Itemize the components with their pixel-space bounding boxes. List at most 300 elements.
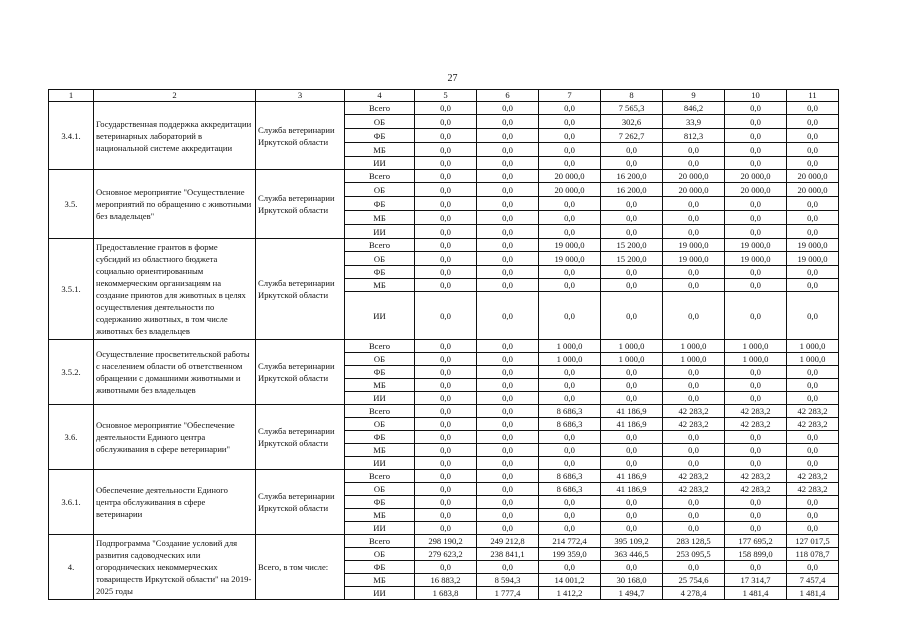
- value-cell: 0,0: [415, 143, 477, 157]
- value-cell: 1 412,2: [539, 587, 601, 600]
- value-cell: 0,0: [725, 225, 787, 239]
- value-cell: 0,0: [415, 483, 477, 496]
- value-cell: 0,0: [663, 522, 725, 535]
- value-cell: 0,0: [539, 129, 601, 143]
- value-cell: 0,0: [477, 157, 539, 170]
- value-cell: 42 283,2: [787, 483, 839, 496]
- value-cell: 0,0: [415, 340, 477, 353]
- column-number-row: [49, 90, 839, 102]
- funding-source: Всего: [345, 340, 415, 353]
- value-cell: 17 314,7: [725, 574, 787, 587]
- funding-source: МБ: [345, 143, 415, 157]
- table-row-group: [49, 170, 839, 239]
- value-cell: 0,0: [725, 292, 787, 340]
- value-cell: 0,0: [663, 225, 725, 239]
- table-row: [49, 470, 839, 483]
- value-cell: 0,0: [415, 470, 477, 483]
- funding-source: МБ: [345, 279, 415, 292]
- value-cell: 0,0: [725, 431, 787, 444]
- value-cell: 0,0: [415, 183, 477, 197]
- value-cell: 0,0: [787, 197, 839, 211]
- value-cell: 0,0: [663, 197, 725, 211]
- value-cell: 0,0: [787, 143, 839, 157]
- value-cell: 249 212,8: [477, 535, 539, 548]
- value-cell: 0,0: [663, 496, 725, 509]
- value-cell: 0,0: [725, 496, 787, 509]
- value-cell: 0,0: [725, 379, 787, 392]
- value-cell: 0,0: [477, 211, 539, 225]
- funding-source: ФБ: [345, 129, 415, 143]
- value-cell: 7 262,7: [601, 129, 663, 143]
- value-cell: 20 000,0: [539, 183, 601, 197]
- value-cell: 1 000,0: [787, 340, 839, 353]
- value-cell: 0,0: [663, 143, 725, 157]
- row-number: 3.5.2.: [49, 340, 94, 405]
- column-header: 2: [94, 90, 256, 102]
- value-cell: 0,0: [725, 392, 787, 405]
- activity-name: Основное мероприятие "Обеспечение деятельности Единого центра обслуживания в сфере ветеринарии": [94, 405, 256, 470]
- activity-name: Предоставление грантов в форме субсидий из областного бюджета социально ориентированным некоммерческим организациям на создание приютов для животных в целях осуществления деятельности по содержанию животных, в том числе животных без владельцев: [94, 239, 256, 340]
- value-cell: 20 000,0: [539, 170, 601, 183]
- funding-source: ИИ: [345, 225, 415, 239]
- value-cell: 0,0: [415, 353, 477, 366]
- value-cell: 0,0: [415, 379, 477, 392]
- value-cell: 0,0: [415, 496, 477, 509]
- value-cell: 33,9: [663, 115, 725, 129]
- value-cell: 0,0: [477, 102, 539, 115]
- value-cell: 0,0: [415, 102, 477, 115]
- value-cell: 8 686,3: [539, 418, 601, 431]
- executor: Всего, в том числе:: [256, 535, 345, 600]
- value-cell: 0,0: [787, 444, 839, 457]
- funding-source: ОБ: [345, 483, 415, 496]
- value-cell: 395 109,2: [601, 535, 663, 548]
- value-cell: 0,0: [663, 266, 725, 279]
- value-cell: 20 000,0: [725, 183, 787, 197]
- value-cell: 0,0: [663, 509, 725, 522]
- column-header: 8: [601, 90, 663, 102]
- value-cell: 0,0: [477, 170, 539, 183]
- value-cell: 0,0: [539, 444, 601, 457]
- value-cell: 0,0: [725, 457, 787, 470]
- value-cell: 19 000,0: [787, 252, 839, 266]
- funding-source: ОБ: [345, 418, 415, 431]
- value-cell: 0,0: [787, 366, 839, 379]
- funding-source: МБ: [345, 574, 415, 587]
- value-cell: 0,0: [415, 522, 477, 535]
- executor: Служба ветеринарии Иркутской области: [256, 102, 345, 170]
- funding-source: Всего: [345, 102, 415, 115]
- value-cell: 0,0: [477, 561, 539, 574]
- table-row-group: [49, 239, 839, 340]
- value-cell: 0,0: [787, 115, 839, 129]
- value-cell: 302,6: [601, 115, 663, 129]
- value-cell: 283 128,5: [663, 535, 725, 548]
- value-cell: 0,0: [415, 392, 477, 405]
- value-cell: 1 000,0: [663, 353, 725, 366]
- value-cell: 0,0: [663, 561, 725, 574]
- funding-source: Всего: [345, 470, 415, 483]
- value-cell: 0,0: [725, 143, 787, 157]
- value-cell: 16 883,2: [415, 574, 477, 587]
- table-row-group: [49, 102, 839, 170]
- table-row: [49, 170, 839, 183]
- value-cell: 1 777,4: [477, 587, 539, 600]
- value-cell: 199 359,0: [539, 548, 601, 561]
- funding-source: ИИ: [345, 157, 415, 170]
- value-cell: 0,0: [601, 225, 663, 239]
- value-cell: 0,0: [601, 143, 663, 157]
- value-cell: 0,0: [663, 379, 725, 392]
- value-cell: 0,0: [415, 115, 477, 129]
- value-cell: 0,0: [601, 266, 663, 279]
- row-number: 4.: [49, 535, 94, 600]
- value-cell: 1 481,4: [725, 587, 787, 600]
- value-cell: 1 683,8: [415, 587, 477, 600]
- value-cell: 0,0: [539, 197, 601, 211]
- activity-name: Осуществление просветительской работы с населением области об ответственном обращении с домашними животными и животными без владельцев: [94, 340, 256, 405]
- value-cell: 20 000,0: [787, 183, 839, 197]
- funding-source: ИИ: [345, 522, 415, 535]
- value-cell: 0,0: [663, 211, 725, 225]
- value-cell: 42 283,2: [725, 418, 787, 431]
- value-cell: 20 000,0: [787, 170, 839, 183]
- value-cell: 25 754,6: [663, 574, 725, 587]
- value-cell: 0,0: [787, 431, 839, 444]
- value-cell: 0,0: [787, 266, 839, 279]
- value-cell: 0,0: [601, 279, 663, 292]
- value-cell: 8 686,3: [539, 405, 601, 418]
- value-cell: 0,0: [415, 157, 477, 170]
- value-cell: 42 283,2: [787, 405, 839, 418]
- value-cell: 0,0: [477, 197, 539, 211]
- value-cell: 42 283,2: [663, 483, 725, 496]
- value-cell: 0,0: [415, 444, 477, 457]
- value-cell: 42 283,2: [725, 483, 787, 496]
- value-cell: 0,0: [477, 444, 539, 457]
- column-header: 5: [415, 90, 477, 102]
- executor: Служба ветеринарии Иркутской области: [256, 470, 345, 535]
- value-cell: 0,0: [477, 292, 539, 340]
- value-cell: 363 446,5: [601, 548, 663, 561]
- value-cell: 1 481,4: [787, 587, 839, 600]
- value-cell: 0,0: [663, 392, 725, 405]
- value-cell: 0,0: [539, 157, 601, 170]
- value-cell: 4 278,4: [663, 587, 725, 600]
- value-cell: 16 200,0: [601, 170, 663, 183]
- value-cell: 0,0: [725, 266, 787, 279]
- value-cell: 0,0: [663, 157, 725, 170]
- funding-source: ФБ: [345, 561, 415, 574]
- value-cell: 0,0: [787, 157, 839, 170]
- value-cell: 0,0: [539, 522, 601, 535]
- value-cell: 19 000,0: [539, 252, 601, 266]
- value-cell: 0,0: [787, 292, 839, 340]
- value-cell: 0,0: [477, 183, 539, 197]
- value-cell: 0,0: [787, 225, 839, 239]
- value-cell: 0,0: [601, 366, 663, 379]
- funding-source: ИИ: [345, 392, 415, 405]
- column-header: 9: [663, 90, 725, 102]
- value-cell: 19 000,0: [663, 252, 725, 266]
- funding-source: Всего: [345, 405, 415, 418]
- value-cell: 0,0: [539, 496, 601, 509]
- value-cell: 238 841,1: [477, 548, 539, 561]
- value-cell: 0,0: [477, 431, 539, 444]
- funding-source: ОБ: [345, 183, 415, 197]
- table-row-group: [49, 535, 839, 600]
- value-cell: 0,0: [663, 431, 725, 444]
- funding-source: ФБ: [345, 431, 415, 444]
- table-row-group: [49, 405, 839, 470]
- value-cell: 0,0: [787, 102, 839, 115]
- value-cell: 42 283,2: [663, 470, 725, 483]
- activity-name: Государственная поддержка аккредитации ветеринарных лабораторий в национальной системе аккредитации: [94, 102, 256, 170]
- value-cell: 0,0: [539, 211, 601, 225]
- value-cell: 0,0: [787, 496, 839, 509]
- budget-table: [48, 89, 839, 600]
- value-cell: 0,0: [601, 197, 663, 211]
- value-cell: 0,0: [415, 509, 477, 522]
- funding-source: Всего: [345, 535, 415, 548]
- value-cell: 0,0: [601, 292, 663, 340]
- value-cell: 0,0: [663, 292, 725, 340]
- value-cell: 8 594,3: [477, 574, 539, 587]
- executor: Служба ветеринарии Иркутской области: [256, 239, 345, 340]
- value-cell: 0,0: [539, 431, 601, 444]
- value-cell: 0,0: [477, 366, 539, 379]
- value-cell: 8 686,3: [539, 483, 601, 496]
- table-row: [49, 340, 839, 353]
- activity-name: Обеспечение деятельности Единого центра обслуживания в сфере ветеринарии: [94, 470, 256, 535]
- value-cell: 16 200,0: [601, 183, 663, 197]
- value-cell: 19 000,0: [725, 252, 787, 266]
- value-cell: 0,0: [415, 366, 477, 379]
- value-cell: 0,0: [415, 431, 477, 444]
- funding-source: ФБ: [345, 366, 415, 379]
- value-cell: 0,0: [477, 522, 539, 535]
- value-cell: 19 000,0: [787, 239, 839, 252]
- value-cell: 0,0: [477, 405, 539, 418]
- value-cell: 14 001,2: [539, 574, 601, 587]
- value-cell: 0,0: [539, 392, 601, 405]
- value-cell: 0,0: [539, 292, 601, 340]
- value-cell: 0,0: [601, 561, 663, 574]
- value-cell: 118 078,7: [787, 548, 839, 561]
- value-cell: 0,0: [787, 211, 839, 225]
- value-cell: 0,0: [725, 102, 787, 115]
- funding-source: МБ: [345, 211, 415, 225]
- value-cell: 0,0: [787, 379, 839, 392]
- value-cell: 7 457,4: [787, 574, 839, 587]
- value-cell: 0,0: [539, 225, 601, 239]
- value-cell: 0,0: [787, 522, 839, 535]
- funding-source: ОБ: [345, 548, 415, 561]
- value-cell: 0,0: [539, 143, 601, 157]
- value-cell: 1 000,0: [601, 353, 663, 366]
- executor: Служба ветеринарии Иркутской области: [256, 340, 345, 405]
- value-cell: 0,0: [787, 457, 839, 470]
- value-cell: 0,0: [539, 457, 601, 470]
- value-cell: 0,0: [787, 509, 839, 522]
- value-cell: 158 899,0: [725, 548, 787, 561]
- value-cell: 20 000,0: [663, 170, 725, 183]
- value-cell: 0,0: [415, 239, 477, 252]
- value-cell: 214 772,4: [539, 535, 601, 548]
- value-cell: 0,0: [539, 102, 601, 115]
- funding-source: ОБ: [345, 252, 415, 266]
- row-number: 3.5.1.: [49, 239, 94, 340]
- value-cell: 0,0: [539, 266, 601, 279]
- value-cell: 0,0: [477, 509, 539, 522]
- value-cell: 0,0: [725, 444, 787, 457]
- value-cell: 41 186,9: [601, 418, 663, 431]
- value-cell: 0,0: [725, 157, 787, 170]
- value-cell: 0,0: [725, 129, 787, 143]
- funding-source: МБ: [345, 379, 415, 392]
- value-cell: 19 000,0: [725, 239, 787, 252]
- column-header: 11: [787, 90, 839, 102]
- table-row: [49, 405, 839, 418]
- value-cell: 7 565,3: [601, 102, 663, 115]
- row-number: 3.6.1.: [49, 470, 94, 535]
- value-cell: 0,0: [415, 211, 477, 225]
- value-cell: 1 000,0: [539, 340, 601, 353]
- column-header: 7: [539, 90, 601, 102]
- value-cell: 0,0: [477, 143, 539, 157]
- value-cell: 20 000,0: [725, 170, 787, 183]
- value-cell: 0,0: [601, 157, 663, 170]
- funding-source: ФБ: [345, 496, 415, 509]
- value-cell: 0,0: [601, 496, 663, 509]
- value-cell: 41 186,9: [601, 483, 663, 496]
- value-cell: 0,0: [477, 225, 539, 239]
- column-header: 10: [725, 90, 787, 102]
- column-header: 6: [477, 90, 539, 102]
- value-cell: 127 017,5: [787, 535, 839, 548]
- value-cell: 0,0: [601, 457, 663, 470]
- executor: Служба ветеринарии Иркутской области: [256, 405, 345, 470]
- row-number: 3.6.: [49, 405, 94, 470]
- value-cell: 42 283,2: [725, 405, 787, 418]
- value-cell: 0,0: [601, 211, 663, 225]
- value-cell: 0,0: [415, 279, 477, 292]
- value-cell: 0,0: [477, 457, 539, 470]
- value-cell: 0,0: [477, 496, 539, 509]
- value-cell: 0,0: [787, 129, 839, 143]
- value-cell: 0,0: [477, 129, 539, 143]
- value-cell: 0,0: [477, 392, 539, 405]
- funding-source: МБ: [345, 444, 415, 457]
- column-header: 4: [345, 90, 415, 102]
- funding-source: ИИ: [345, 587, 415, 600]
- table-row-group: [49, 340, 839, 405]
- value-cell: 0,0: [601, 509, 663, 522]
- value-cell: 0,0: [787, 279, 839, 292]
- value-cell: 177 695,2: [725, 535, 787, 548]
- value-cell: 0,0: [725, 509, 787, 522]
- value-cell: 0,0: [415, 405, 477, 418]
- activity-name: Подпрограмма "Создание условий для развития садоводческих или огороднических некоммерческих товариществ Иркутской области" на 2019-2025 годы: [94, 535, 256, 600]
- value-cell: 0,0: [663, 279, 725, 292]
- value-cell: 0,0: [725, 211, 787, 225]
- value-cell: 0,0: [539, 379, 601, 392]
- funding-source: ОБ: [345, 115, 415, 129]
- value-cell: 0,0: [477, 483, 539, 496]
- value-cell: 0,0: [725, 197, 787, 211]
- value-cell: 42 283,2: [787, 470, 839, 483]
- activity-name: Основное мероприятие "Осуществление мероприятий по обращению с животными без владельцев": [94, 170, 256, 239]
- value-cell: 0,0: [415, 170, 477, 183]
- value-cell: 42 283,2: [663, 418, 725, 431]
- value-cell: 0,0: [415, 418, 477, 431]
- value-cell: 0,0: [725, 561, 787, 574]
- column-header: 3: [256, 90, 345, 102]
- value-cell: 42 283,2: [725, 470, 787, 483]
- value-cell: 41 186,9: [601, 405, 663, 418]
- value-cell: 20 000,0: [663, 183, 725, 197]
- value-cell: 1 000,0: [539, 353, 601, 366]
- value-cell: 0,0: [787, 392, 839, 405]
- value-cell: 846,2: [663, 102, 725, 115]
- value-cell: 0,0: [477, 340, 539, 353]
- value-cell: 0,0: [415, 197, 477, 211]
- table-row: [49, 239, 839, 252]
- funding-source: Всего: [345, 239, 415, 252]
- value-cell: 279 623,2: [415, 548, 477, 561]
- value-cell: 0,0: [415, 266, 477, 279]
- value-cell: 0,0: [539, 115, 601, 129]
- value-cell: 15 200,0: [601, 239, 663, 252]
- value-cell: 0,0: [477, 115, 539, 129]
- value-cell: 0,0: [477, 279, 539, 292]
- value-cell: 0,0: [601, 522, 663, 535]
- funding-source: ФБ: [345, 266, 415, 279]
- page-number: 27: [447, 73, 458, 84]
- value-cell: 0,0: [601, 444, 663, 457]
- value-cell: 0,0: [477, 379, 539, 392]
- value-cell: 0,0: [477, 239, 539, 252]
- value-cell: 0,0: [477, 252, 539, 266]
- value-cell: 0,0: [601, 392, 663, 405]
- value-cell: 0,0: [539, 279, 601, 292]
- value-cell: 0,0: [787, 561, 839, 574]
- value-cell: 1 000,0: [663, 340, 725, 353]
- value-cell: 0,0: [725, 279, 787, 292]
- value-cell: 0,0: [477, 266, 539, 279]
- value-cell: 30 168,0: [601, 574, 663, 587]
- value-cell: 19 000,0: [663, 239, 725, 252]
- value-cell: 0,0: [725, 115, 787, 129]
- value-cell: 0,0: [601, 379, 663, 392]
- value-cell: 1 000,0: [725, 340, 787, 353]
- value-cell: 812,3: [663, 129, 725, 143]
- value-cell: 8 686,3: [539, 470, 601, 483]
- value-cell: 42 283,2: [787, 418, 839, 431]
- funding-source: МБ: [345, 509, 415, 522]
- table-row-group: [49, 470, 839, 535]
- value-cell: 41 186,9: [601, 470, 663, 483]
- value-cell: 0,0: [539, 366, 601, 379]
- value-cell: 0,0: [663, 457, 725, 470]
- value-cell: 19 000,0: [539, 239, 601, 252]
- value-cell: 42 283,2: [663, 405, 725, 418]
- value-cell: 1 000,0: [787, 353, 839, 366]
- value-cell: 0,0: [539, 561, 601, 574]
- value-cell: 0,0: [663, 366, 725, 379]
- value-cell: 1 000,0: [725, 353, 787, 366]
- value-cell: 253 095,5: [663, 548, 725, 561]
